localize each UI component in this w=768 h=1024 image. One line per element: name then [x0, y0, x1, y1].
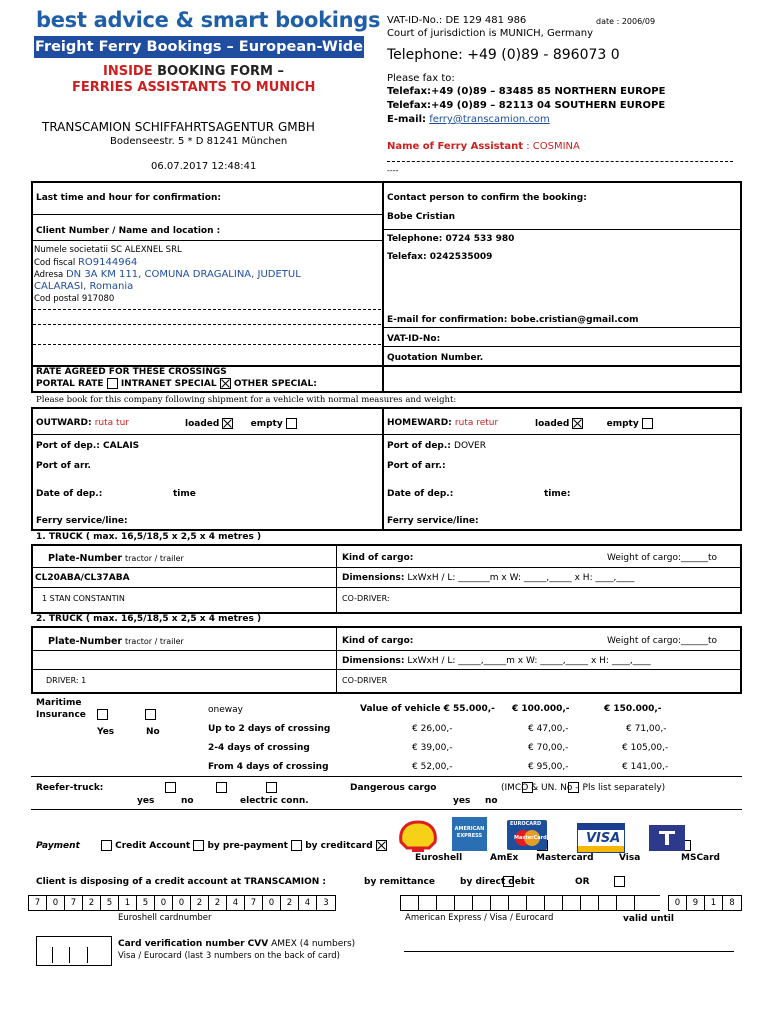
company-name: TRANSCAMION SCHIFFAHRTSAGENTUR GMBH [42, 120, 315, 134]
truck2-plate [48, 636, 184, 647]
amex-logo-icon[interactable]: AMERICAN EXPRESS [452, 817, 487, 851]
other-special-label: OTHER SPECIAL: [233, 379, 317, 389]
outward-port-dep [36, 441, 139, 451]
form-title [103, 64, 284, 79]
form-title-rest: BOOKING FORM – [152, 64, 285, 79]
cod-fiscal-label: Cod fiscal [34, 258, 76, 268]
prepayment-label: by pre-payment [207, 841, 288, 851]
form-title-line2: FERRIES ASSISTANTS TO MUNICH [72, 80, 316, 95]
insurance-title1: Maritime [36, 698, 82, 708]
truck1-title: 1. TRUCK ( max. 16,5/18,5 x 2,5 x 4 metres ) [36, 532, 262, 542]
creditcard-checkbox[interactable] [291, 840, 302, 851]
email-link[interactable]: ferry@transcamion.com [429, 114, 550, 125]
shell-logo-icon[interactable] [397, 820, 439, 854]
mscard-logo-icon[interactable] [649, 825, 685, 851]
fax-label: Please fax to: [387, 73, 455, 84]
outward-ferry[interactable]: Ferry service/line: [36, 516, 128, 526]
homeward-row [387, 418, 498, 428]
insurance-oneway: oneway [208, 705, 243, 715]
divider [31, 650, 742, 651]
insurance-row-price: € 26,00,- [412, 724, 453, 734]
card-digit: 0 [155, 896, 173, 910]
payment-label: Payment [36, 841, 80, 851]
credit-account-label: Credit Account [115, 841, 191, 851]
homeward-port-dep-label: Port of dep.: [387, 441, 451, 451]
mscard-label: MSCard [681, 853, 720, 863]
dash-line [33, 309, 381, 310]
card-digit: 2 [83, 896, 101, 910]
outward-time[interactable]: time [173, 489, 196, 499]
card-digits-field[interactable] [28, 895, 336, 911]
signature-line[interactable] [404, 951, 734, 952]
outward-row [36, 418, 129, 428]
telefax-north: Telefax:+49 (0)89 – 83485 85 NORTHERN EUROPE [387, 86, 666, 97]
adresa-line2[interactable]: CALARASI, Romania [34, 281, 134, 292]
outward-port-dep-label: Port of dep.: [36, 441, 100, 451]
intranet-special-checkbox[interactable] [220, 378, 231, 389]
truck1-plates[interactable]: CL20ABA/CL37ABA [35, 573, 130, 583]
mastercard-logo-icon[interactable] [507, 820, 547, 850]
credit-account-checkbox[interactable] [101, 840, 112, 851]
creditcard-selected-checkbox[interactable] [376, 840, 387, 851]
insurance-no-checkbox[interactable] [145, 709, 156, 720]
imco-note: (IMCO & UN. No – Pls list separately) [501, 783, 666, 793]
dangerous-label: Dangerous cargo [350, 783, 437, 793]
direct-debit-checkbox[interactable] [614, 876, 625, 887]
card-digit: 0 [263, 896, 281, 910]
truck1-plate-hint: tractor / trailer [124, 554, 184, 563]
payment-options [101, 840, 387, 851]
valid-digit: 1 [705, 896, 723, 910]
dash-separator [387, 161, 733, 162]
insurance-row-price: € 141,00,- [622, 762, 669, 772]
company-address: Bodenseestr. 5 * D 81241 München [110, 136, 288, 147]
truck2-kind-cargo[interactable]: Kind of cargo: [342, 636, 414, 646]
truck1-plate-label: Plate-Number [48, 553, 123, 564]
cvv-amex: AMEX (4 numbers) [271, 939, 356, 949]
contact-name[interactable]: Bobe Cristian [387, 212, 456, 222]
outward-port-arr[interactable]: Port of arr. [36, 461, 91, 471]
insurance-row-price: € 47,00,- [528, 724, 569, 734]
card-digit: 0 [173, 896, 191, 910]
outward-empty-checkbox[interactable] [286, 418, 297, 429]
card-digit: 7 [245, 896, 263, 910]
divider [336, 544, 337, 614]
assistant-name: : COSMINA [523, 141, 580, 152]
insurance-no-label: No [146, 727, 160, 737]
rate-options [36, 378, 317, 389]
truck2-dimensions[interactable] [342, 656, 651, 666]
insurance-yes-checkbox[interactable] [97, 709, 108, 720]
truck2-weight[interactable]: Weight of cargo:______to [607, 636, 718, 646]
client-telephone[interactable]: Telephone: 0724 533 980 [387, 234, 515, 244]
assistant-label: Name of Ferry Assistant [387, 141, 524, 152]
cvv-row [118, 939, 355, 949]
truck1-driver[interactable]: 1 STAN CONSTANTIN [42, 594, 125, 603]
telefax-south: Telefax:+49 (0)89 – 82113 04 SOUTHERN EUROPE [387, 100, 666, 111]
insurance-row-price: € 71,00,- [626, 724, 667, 734]
truck1-dimensions-label: Dimensions: [342, 573, 405, 583]
client-credit-label: Client is disposing of a credit account at TRANSCAMION : [36, 877, 327, 887]
adresa[interactable]: DN 3A KM 111, COMUNA DRAGALINA, JUDETUL [65, 269, 301, 280]
electric-checkbox[interactable] [266, 782, 277, 793]
homeward-port-arr[interactable]: Port of arr.: [387, 461, 446, 471]
insurance-row-price: € 70,00,- [528, 743, 569, 753]
homeward-time[interactable]: time: [544, 489, 571, 499]
subbrand-bar: Freight Ferry Bookings – European-Wide [34, 36, 364, 58]
cvv-visa: Visa / Eurocard (last 3 numbers on the back of card) [118, 951, 340, 961]
quotation-field[interactable]: Quotation Number. [387, 353, 484, 363]
valid-until-field[interactable] [668, 895, 742, 911]
reefer-yes-label: yes [137, 796, 155, 806]
homeward-empty-checkbox[interactable] [642, 418, 653, 429]
outward-load [185, 418, 297, 429]
assistant-row [387, 141, 580, 152]
shipment-note: Please book for this company following shipment for a vehicle with normal measures and weight: [36, 395, 457, 405]
euroshell-label: Euroshell [415, 853, 463, 863]
last-time-label: Last time and hour for confirmation: [36, 193, 221, 203]
client-company[interactable]: Numele societatii SC ALEXNEL SRL [34, 245, 182, 255]
email-row [387, 114, 550, 125]
insurance-row-price: € 95,00,- [528, 762, 569, 772]
valid-digit: 8 [729, 898, 735, 908]
brand-title: best advice & smart bookings [36, 8, 381, 32]
or-label: OR [575, 877, 590, 887]
card-digit: 4 [227, 896, 245, 910]
divider [31, 776, 742, 777]
adresa-label: Adresa [34, 270, 64, 280]
contact-label: Contact person to confirm the booking: [387, 193, 587, 203]
card-digit: 7 [65, 896, 83, 910]
creditcard-label: by creditcard [305, 841, 373, 851]
dangerous-no-label: no [485, 796, 498, 806]
card-digit: 7 [29, 896, 47, 910]
reefer-no-label: no [181, 796, 194, 806]
truck2-dimensions-label: Dimensions: [342, 656, 405, 666]
card-digit: 1 [119, 896, 137, 910]
portal-rate-checkbox[interactable] [107, 378, 118, 389]
valid-digit: 0 [669, 896, 687, 910]
reefer-label: Reefer-truck: [36, 783, 104, 793]
truck2-title: 2. TRUCK ( max. 16,5/18,5 x 2,5 x 4 metres ) [36, 614, 262, 624]
eurocard-text: EUROCARD [510, 821, 542, 827]
electric-label: electric conn. [240, 796, 309, 806]
insurance-row-label: From 4 days of crossing [208, 762, 329, 772]
divider [382, 181, 384, 393]
mastercard-label: Mastercard [536, 853, 594, 863]
telephone: Telephone: +49 (0)89 - 896073 0 [387, 47, 620, 63]
truck1-plate [48, 553, 184, 564]
cvv-field[interactable] [36, 936, 112, 966]
divider [31, 587, 742, 588]
truck1-dimensions[interactable] [342, 573, 634, 583]
card-digit: 0 [47, 896, 65, 910]
insurance-value-label: Value of vehicle € 55.000,- [360, 704, 495, 714]
outward-route[interactable]: ruta tur [94, 418, 129, 428]
truck1-dimensions-value: LxWxH / L: _______m x W: _____,_____ x H: ____,____ [407, 573, 635, 583]
truck2-dimensions-value: LxWxH / L: _____,_____m x W: _____,_____ x H: ____,____ [407, 656, 651, 666]
divider [31, 240, 383, 241]
truck1-weight[interactable]: Weight of cargo:______to [607, 553, 718, 563]
divider [382, 407, 384, 531]
divider [383, 229, 742, 230]
amex-label: AmEx [490, 853, 519, 863]
cod-fiscal-row [34, 257, 137, 268]
truck1-kind-cargo[interactable]: Kind of cargo: [342, 553, 414, 563]
vat-id: VAT-ID-No.: DE 129 481 986 [387, 15, 527, 26]
visa-logo-icon[interactable] [577, 823, 625, 853]
homeward-loaded-label: loaded [535, 419, 570, 429]
prepayment-checkbox[interactable] [193, 840, 204, 851]
card-digit: 2 [209, 896, 227, 910]
insurance-v150: € 150.000,- [604, 704, 662, 714]
email-confirmation[interactable]: E-mail for confirmation: bobe.cristian@gmail.com [387, 315, 639, 325]
dash-line [33, 344, 381, 345]
truck2-codriver[interactable]: CO-DRIVER [342, 676, 388, 685]
client-telefax[interactable]: Telefax: 0242535009 [387, 252, 493, 262]
dash-end: ---- [387, 166, 399, 175]
mastercard-text: MasterCard [514, 835, 547, 841]
homeward-port-dep [387, 441, 486, 451]
client-label: Client Number / Name and location : [36, 226, 221, 236]
divider [31, 434, 742, 435]
insurance-yes-label: Yes [97, 727, 115, 737]
euroshell-cardnumber-label: Euroshell cardnumber [118, 913, 212, 923]
homeward-date-dep[interactable]: Date of dep.: [387, 489, 454, 499]
outward-label: OUTWARD: [36, 418, 92, 428]
visa-text: VISA [586, 831, 621, 846]
insurance-row-price: € 39,00,- [412, 743, 453, 753]
homeward-load [535, 418, 653, 429]
portal-rate-label: PORTAL RATE [36, 379, 104, 389]
cvv-label: Card verification number CVV [118, 939, 269, 949]
valid-digit: 9 [687, 896, 705, 910]
outward-date-dep[interactable]: Date of dep.: [36, 489, 103, 499]
truck1-codriver[interactable]: CO-DRIVER: [342, 594, 390, 603]
divider [31, 567, 742, 568]
vat-id-field[interactable]: VAT-ID-No: [387, 334, 441, 344]
reefer-no-checkbox[interactable] [216, 782, 227, 793]
divider [383, 327, 742, 328]
rate-label: RATE AGREED FOR THESE CROSSINGS [36, 367, 227, 377]
card-digit: 2 [191, 896, 209, 910]
divider [31, 809, 742, 810]
homeward-route[interactable]: ruta retur [454, 418, 499, 428]
insurance-row-label: Up to 2 days of crossing [208, 724, 331, 734]
cod-postal[interactable]: Cod postal 917080 [34, 294, 115, 304]
amex-digits-field[interactable] [400, 895, 660, 911]
homeward-loaded-checkbox[interactable] [572, 418, 583, 429]
outward-port-dep-value[interactable]: CALAIS [103, 441, 140, 451]
divider [31, 214, 383, 215]
card-digit: 5 [137, 896, 155, 910]
cod-fiscal[interactable]: RO9144964 [77, 257, 138, 268]
court: Court of jurisdiction is MUNICH, Germany [387, 28, 594, 39]
valid-until-label: valid until [623, 914, 674, 924]
insurance-row-price: € 105,00,- [622, 743, 669, 753]
divider [31, 669, 742, 670]
truck2-plate-hint: tractor / trailer [124, 637, 184, 646]
outward-loaded-checkbox[interactable] [222, 418, 233, 429]
card-digit: 3 [323, 898, 329, 908]
homeward-ferry[interactable]: Ferry service/line: [387, 516, 479, 526]
remittance-label: by remittance [364, 877, 435, 887]
insurance-v100: € 100.000,- [512, 704, 570, 714]
insurance-title2: Insurance [36, 710, 86, 720]
homeward-port-dep-value[interactable]: DOVER [454, 441, 486, 451]
direct-debit-label: by direct debit [460, 877, 535, 887]
truck2-plate-label: Plate-Number [48, 636, 123, 647]
insurance-row-price: € 52,00,- [412, 762, 453, 772]
card-digit: 4 [299, 896, 317, 910]
homeward-label: HOMEWARD: [387, 418, 452, 428]
homeward-empty-label: empty [606, 419, 639, 429]
visa-label: Visa [619, 853, 641, 863]
outward-empty-label: empty [250, 419, 283, 429]
card-digit: 5 [101, 896, 119, 910]
divider [383, 346, 742, 347]
amex-visa-label: American Express / Visa / Eurocard [405, 913, 554, 923]
datetime: 06.07.2017 12:48:41 [151, 161, 257, 172]
truck2-driver[interactable]: DRIVER: 1 [46, 676, 87, 685]
card-digit: 2 [281, 896, 299, 910]
insurance-row-label: 2-4 days of crossing [208, 743, 310, 753]
adresa-row [34, 269, 301, 280]
form-title-inside: INSIDE [103, 64, 153, 79]
outward-loaded-label: loaded [185, 419, 220, 429]
divider [336, 626, 337, 694]
dangerous-yes-label: yes [453, 796, 471, 806]
intranet-special-label: INTRANET SPECIAL [120, 379, 217, 389]
form-date: date : 2006/09 [596, 17, 656, 26]
reefer-yes-checkbox[interactable] [165, 782, 176, 793]
dash-line [33, 324, 381, 325]
email-label: E-mail: [387, 114, 427, 125]
